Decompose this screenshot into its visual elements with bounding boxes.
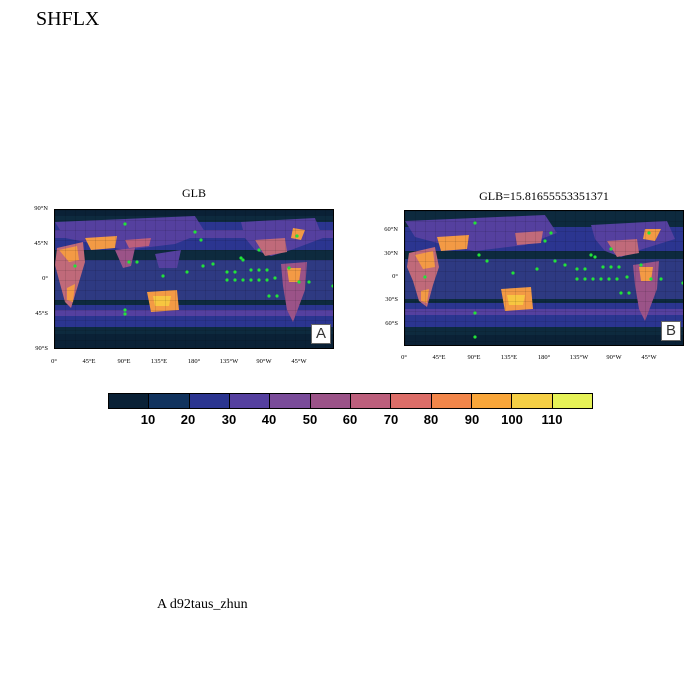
panel-b-xtick: 180° <box>537 354 551 361</box>
panel-a-xtick: 45°E <box>82 358 96 365</box>
panel-a-map <box>54 209 334 349</box>
panel-a-ytick: 90°N <box>34 205 48 212</box>
colorbar-swatch <box>270 394 310 408</box>
colorbar-label: 80 <box>423 412 439 427</box>
panel-b-xtick: 90°E <box>467 354 481 361</box>
colorbar-label: 110 <box>541 412 563 427</box>
panel-a-ytick: 45°S <box>35 310 48 317</box>
colorbar-label: 60 <box>342 412 358 427</box>
colorbar-label: 40 <box>261 412 277 427</box>
figure-caption: A d92taus_zhun <box>157 597 248 612</box>
panel-a-title: GLB <box>182 186 206 200</box>
colorbar-swatch <box>311 394 351 408</box>
panel-a-xtick: 135°W <box>219 358 239 365</box>
panel-b-xtick: 135°E <box>500 354 518 361</box>
panel-b-map-graphic <box>405 211 684 346</box>
colorbar-swatch <box>432 394 472 408</box>
colorbar-swatch <box>149 394 189 408</box>
panel-b-xtick: 0° <box>401 354 407 361</box>
colorbar-swatch <box>391 394 431 408</box>
panel-a-ytick: 90°S <box>35 345 48 352</box>
panel-b-ytick: 0° <box>392 273 398 280</box>
colorbar-label: 50 <box>302 412 318 427</box>
colorbar-swatch <box>472 394 512 408</box>
panel-b-ytick: 30°N <box>384 250 398 257</box>
colorbar-label: 70 <box>383 412 399 427</box>
colorbar-label: 20 <box>180 412 196 427</box>
colorbar-swatch <box>553 394 592 408</box>
panel-a-xtick: 0° <box>51 358 57 365</box>
colorbar-swatch <box>190 394 230 408</box>
colorbar <box>108 393 593 409</box>
panel-b-map <box>404 210 684 346</box>
panel-b-xtick: 90°W <box>606 354 622 361</box>
colorbar-label: 30 <box>221 412 237 427</box>
panel-b-title: GLB=15.81655553351371 <box>479 189 609 203</box>
panel-a-xtick: 135°E <box>150 358 168 365</box>
panel-b-xtick: 45°W <box>641 354 657 361</box>
panel-a-ytick: 0° <box>42 275 48 282</box>
figure-title: SHFLX <box>36 8 100 30</box>
colorbar-swatch <box>230 394 270 408</box>
panel-a-xtick: 180° <box>187 358 201 365</box>
panel-b-xtick: 45°E <box>432 354 446 361</box>
colorbar-label: 90 <box>464 412 480 427</box>
panel-a-label: A <box>311 324 331 344</box>
panel-a-map-graphic <box>55 210 334 349</box>
colorbar-swatch <box>109 394 149 408</box>
colorbar-swatch <box>512 394 552 408</box>
panel-b-label: B <box>661 321 681 341</box>
panel-b-ytick: 60°S <box>385 320 398 327</box>
panel-a-ytick: 45°N <box>34 240 48 247</box>
panel-b-ytick: 60°N <box>384 226 398 233</box>
panel-a-xtick: 45°W <box>291 358 307 365</box>
colorbar-swatch <box>351 394 391 408</box>
panel-b-xtick: 135°W <box>569 354 589 361</box>
panel-b-ytick: 30°S <box>385 296 398 303</box>
colorbar-label: 10 <box>140 412 156 427</box>
panel-a-xtick: 90°W <box>256 358 272 365</box>
colorbar-label: 100 <box>501 412 523 427</box>
panel-a-xtick: 90°E <box>117 358 131 365</box>
